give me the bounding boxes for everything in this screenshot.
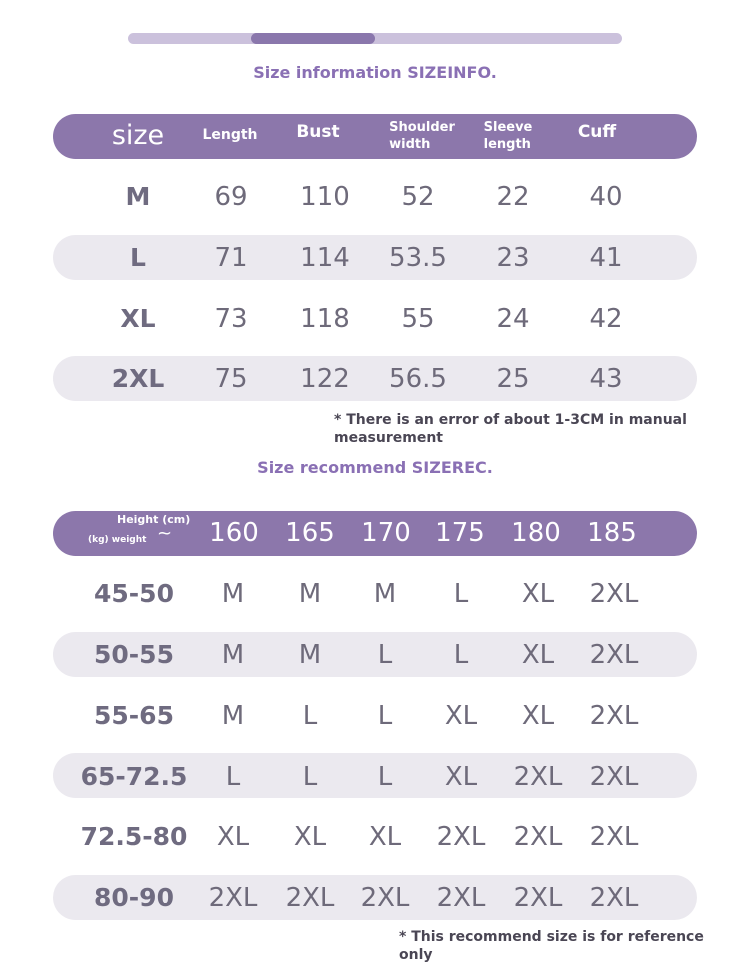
header-corner-sep: ~ <box>157 523 173 544</box>
size-info-cell: 23 <box>496 243 530 273</box>
size-rec-cell: 2XL <box>589 701 639 731</box>
header-length: Length <box>202 127 258 143</box>
header-height-175: 175 <box>435 518 485 548</box>
size-rec-cell: 2XL <box>589 822 639 852</box>
size-rec-header <box>53 511 697 556</box>
header-shoulder-line1: Shoulder <box>389 120 455 135</box>
size-rec-cell: XL <box>521 640 555 670</box>
header-height-185: 185 <box>587 518 637 548</box>
size-rec-cell: M <box>298 640 322 670</box>
carousel-progress-thumb <box>251 33 375 44</box>
size-rec-cell: 2XL <box>360 883 410 913</box>
header-height-170: 170 <box>361 518 411 548</box>
carousel-progress-track <box>128 33 622 44</box>
size-rec-cell: L <box>377 701 393 731</box>
size-rec-cell: XL <box>521 579 555 609</box>
size-rec-title: Size recommend SIZEREC. <box>257 458 493 477</box>
size-rec-cell: 2XL <box>285 883 335 913</box>
size-info-cell: 75 <box>214 364 248 394</box>
size-info-cell: 2XL <box>111 364 165 393</box>
size-rec-cell: M <box>298 579 322 609</box>
size-rec-cell: XL <box>293 822 327 852</box>
header-bust: Bust <box>296 122 340 142</box>
size-info-note-line1: * There is an error of about 1-3CM in manual <box>334 412 687 428</box>
header-sleeve-length <box>484 119 533 153</box>
size-info-note-line2: measurement <box>334 430 443 446</box>
size-rec-cell: XL <box>521 701 555 731</box>
size-info-cell: L <box>130 243 146 272</box>
size-rec-cell: 72.5-80 <box>80 822 188 851</box>
header-sleeve-line1: Sleeve <box>483 120 533 135</box>
size-rec-cell: L <box>302 701 318 731</box>
size-rec-cell: 2XL <box>436 883 486 913</box>
size-rec-cell: M <box>221 640 245 670</box>
size-info-cell: XL <box>120 304 156 333</box>
header-height-180: 180 <box>511 518 561 548</box>
size-rec-cell: 2XL <box>208 883 258 913</box>
size-info-cell: 42 <box>589 304 623 334</box>
header-height-160: 160 <box>209 518 259 548</box>
size-rec-cell: 2XL <box>589 883 639 913</box>
size-rec-cell: L <box>377 762 393 792</box>
size-rec-cell: XL <box>444 762 478 792</box>
size-info-cell: 22 <box>496 182 530 212</box>
size-rec-cell: L <box>302 762 318 792</box>
size-info-cell: 56.5 <box>389 364 447 394</box>
header-shoulder-line2: width <box>389 137 431 152</box>
header-sleeve-line2: length <box>483 137 531 152</box>
size-rec-cell: 2XL <box>589 762 639 792</box>
size-rec-cell: XL <box>216 822 250 852</box>
size-info-cell: 53.5 <box>389 243 447 273</box>
size-rec-cell: XL <box>368 822 402 852</box>
size-rec-cell: 2XL <box>513 883 563 913</box>
size-rec-cell: L <box>453 579 469 609</box>
size-rec-cell: M <box>373 579 397 609</box>
size-info-title: Size information SIZEINFO. <box>253 63 497 82</box>
header-shoulder-width <box>389 119 455 153</box>
header-cuff: Cuff <box>577 122 617 142</box>
size-info-cell: 110 <box>300 182 350 212</box>
size-rec-cell: 80-90 <box>94 883 174 912</box>
size-rec-cell: 2XL <box>589 640 639 670</box>
size-rec-note-line1: * This recommend size is for reference <box>399 929 704 945</box>
size-info-cell: 118 <box>300 304 350 334</box>
size-info-cell: 71 <box>214 243 248 273</box>
size-rec-cell: XL <box>444 701 478 731</box>
size-info-note <box>334 411 687 447</box>
header-height-165: 165 <box>285 518 335 548</box>
size-info-cell: 73 <box>214 304 248 334</box>
size-rec-cell: 65-72.5 <box>80 762 188 791</box>
size-rec-cell: M <box>221 701 245 731</box>
size-info-cell: M <box>125 182 151 211</box>
size-rec-cell: L <box>453 640 469 670</box>
size-rec-cell: 2XL <box>436 822 486 852</box>
size-info-cell: 69 <box>214 182 248 212</box>
size-info-cell: 25 <box>496 364 530 394</box>
size-info-cell: 52 <box>401 182 435 212</box>
size-rec-note-line2: only <box>399 947 433 963</box>
header-size: size <box>111 120 165 151</box>
size-rec-cell: 2XL <box>513 762 563 792</box>
size-info-cell: 40 <box>589 182 623 212</box>
size-info-cell: 114 <box>300 243 350 273</box>
size-info-cell: 55 <box>401 304 435 334</box>
size-info-header <box>53 114 697 159</box>
size-info-cell: 43 <box>589 364 623 394</box>
size-info-cell: 122 <box>300 364 350 394</box>
size-rec-cell: 50-55 <box>94 640 174 669</box>
size-rec-cell: L <box>225 762 241 792</box>
size-rec-cell: 2XL <box>513 822 563 852</box>
size-rec-cell: 2XL <box>589 579 639 609</box>
header-height-label: Height (cm) <box>117 513 191 526</box>
size-rec-cell: 45-50 <box>94 579 174 608</box>
size-rec-cell: 55-65 <box>94 701 174 730</box>
header-weight-label: (kg) weight <box>88 535 147 545</box>
size-rec-note <box>399 928 704 964</box>
size-rec-cell: M <box>221 579 245 609</box>
size-info-cell: 41 <box>589 243 623 273</box>
size-rec-cell: L <box>377 640 393 670</box>
size-info-cell: 24 <box>496 304 530 334</box>
